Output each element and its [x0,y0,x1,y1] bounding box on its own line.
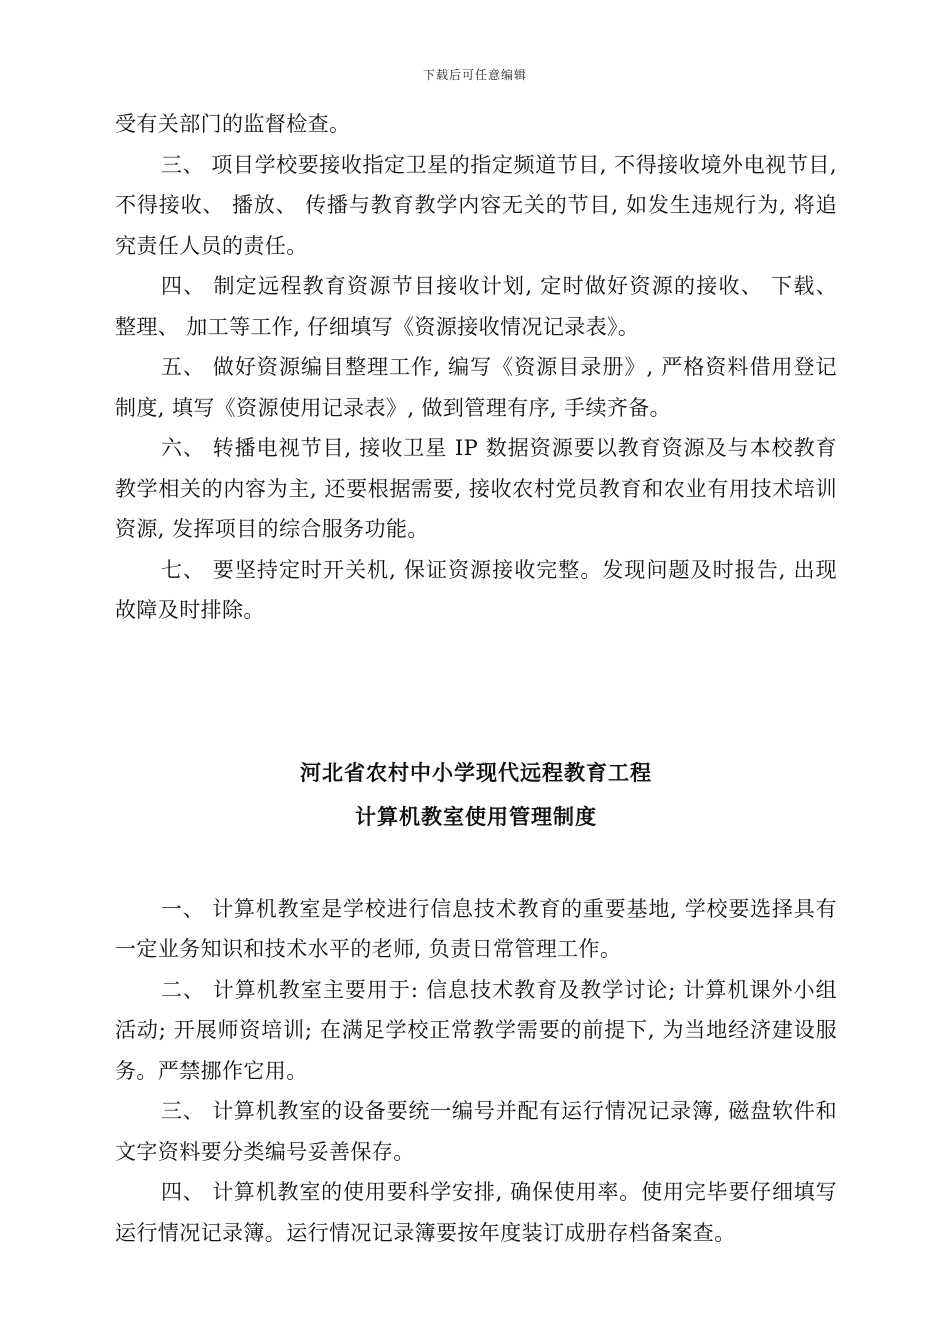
paragraph-item-7: 七、 要坚持定时开关机, 保证资源接收完整。发现问题及时报告, 出现故障及时排除。 [115,557,837,622]
section-title-line-1: 河北省农村中小学现代远程教育工程 [300,760,652,785]
section-title-block [115,751,837,839]
section-remote-education-rules [115,104,837,631]
page-header-note: 下载后可任意编辑 [422,68,527,82]
paragraph-item-6: 六、 转播电视节目, 接收卫星 IP 数据资源要以教育资源及与本校教育教学相关的内容为主, 还要根据需要, 接收农村党员教育和农业有用技术培训资源, 发挥项目的综合服务功能。 [115,436,837,541]
paragraph-continuation: 受有关部门的监督检查。 [115,112,351,136]
paragraph-item-2: 二、 计算机教室主要用于: 信息技术教育及教学讨论; 计算机课外小组活动; 开展师资培训; 在满足学校正常教学需要的前提下, 为当地经济建设服务。严禁挪作它用。 [115,977,837,1083]
paragraph-item-4: 四、 制定远程教育资源节目接收计划, 定时做好资源的接收、 下载、 整理、 加工等工作, 仔细填写《资源接收情况记录表》。 [115,274,837,339]
document-body [115,104,837,1253]
section-title-line-2: 计算机教室使用管理制度 [355,804,597,829]
paragraph-item-5: 五、 做好资源编目整理工作, 编写《资源目录册》, 严格资料借用登记制度, 填写《资源使用记录表》, 做到管理有序, 手续齐备。 [115,355,837,420]
paragraph-item-3: 三、 计算机教室的设备要统一编号并配有运行情况记录簿, 磁盘软件和文字资料要分类编号妥善保存。 [115,1099,837,1164]
section-computer-room-rules [115,889,837,1254]
paragraph-item-1: 一、 计算机教室是学校进行信息技术教育的重要基地, 学校要选择具有一定业务知识和技术水平的老师, 负责日常管理工作。 [115,896,837,961]
paragraph-item-3: 三、 项目学校要接收指定卫星的指定频道节目, 不得接收境外电视节目, 不得接收、 播放、 传播与教育教学内容无关的节目, 如发生违规行为, 将追究责任人员的责任。 [115,152,837,258]
paragraph-item-4: 四、 计算机教室的使用要科学安排, 确保使用率。使用完毕要仔细填写运行情况记录簿。运行情况记录簿要按年度装订成册存档备案查。 [115,1180,837,1245]
